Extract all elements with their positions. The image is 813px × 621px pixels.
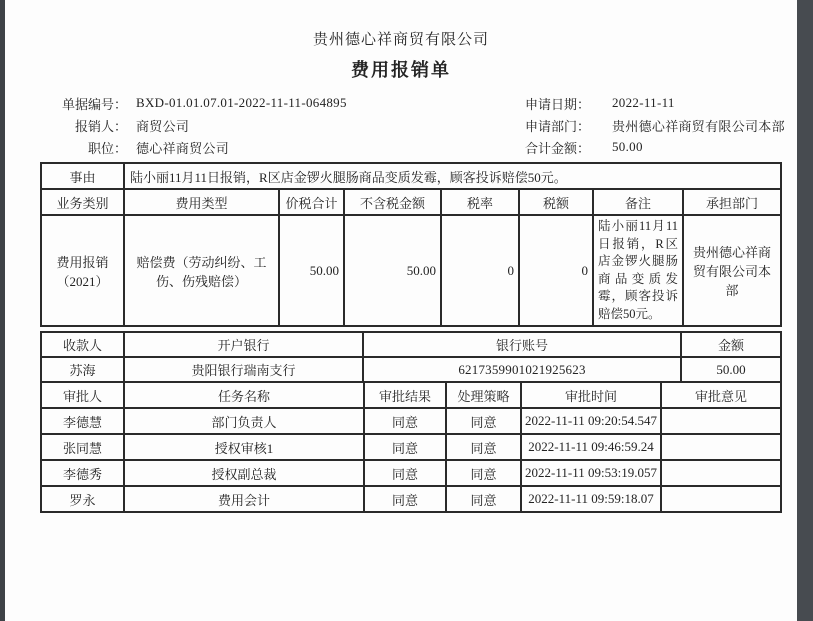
expense-table: [40, 162, 782, 327]
approval-result-cell: 同意: [364, 434, 446, 460]
apply-dept-value: 贵州德心祥商贸有限公司本部: [612, 118, 785, 134]
column-header-tax-incl-total: 价税合计: [279, 189, 344, 215]
claimant-value: 商贸公司: [136, 118, 190, 134]
approval-row: [41, 486, 781, 512]
task-name-cell: 费用会计: [124, 486, 364, 512]
form-header-fields: [5, 92, 797, 158]
field-claimant: [35, 114, 475, 136]
bank-account-cell: 6217359901021925623: [363, 357, 681, 382]
field-doc-number: [35, 92, 475, 114]
handling-strategy-cell: 同意: [446, 408, 521, 434]
approval-row: [41, 434, 781, 460]
reason-row: [41, 163, 781, 189]
column-header-bank: 开户银行: [124, 332, 363, 357]
field-total-amount: [525, 136, 785, 158]
amount-cell: 50.00: [681, 357, 781, 382]
task-name-cell: 部门负责人: [124, 408, 364, 434]
column-header-amount-excl-tax: 不含税金额: [344, 189, 441, 215]
approval-result-cell: 同意: [364, 486, 446, 512]
approval-time-cell: 2022-11-11 09:46:59.24: [521, 434, 661, 460]
total-amount-label: 合计金额：: [525, 140, 591, 156]
handling-strategy-cell: 同意: [446, 434, 521, 460]
handling-strategy-cell: 同意: [446, 486, 521, 512]
approval-time-cell: 2022-11-11 09:59:18.07: [521, 486, 661, 512]
approval-opinion-cell: [661, 434, 781, 460]
field-apply-dept: [525, 114, 785, 136]
amount-excl-tax-cell: 50.00: [344, 215, 441, 326]
approver-cell: 李德慧: [41, 408, 124, 434]
approval-time-cell: 2022-11-11 09:20:54.547: [521, 408, 661, 434]
column-header-approval-result: 审批结果: [364, 382, 446, 408]
total-amount-value: 50.00: [612, 139, 643, 154]
task-name-cell: 授权审核1: [124, 434, 364, 460]
reason-label: 事由: [41, 163, 124, 189]
approval-opinion-cell: [661, 486, 781, 512]
column-header-tax-rate: 税率: [441, 189, 519, 215]
column-header-amount: 金额: [681, 332, 781, 357]
column-header-handling-strategy: 处理策略: [446, 382, 521, 408]
bank-cell: 贵阳银行瑞南支行: [124, 357, 363, 382]
expense-type-cell: 赔偿费（劳动纠纷、工伤、伤残赔偿）: [124, 215, 279, 326]
tax-incl-total-cell: 50.00: [279, 215, 344, 326]
column-header-approval-time: 审批时间: [521, 382, 661, 408]
approval-opinion-cell: [661, 408, 781, 434]
column-header-expense-type: 费用类型: [124, 189, 279, 215]
approval-row: [41, 460, 781, 486]
column-header-business-type: 业务类别: [41, 189, 124, 215]
tax-rate-cell: 0: [441, 215, 519, 326]
remark-cell: 陆小丽11月11日报销，R区店金锣火腿肠商品变质发霉，顾客投诉赔偿50元。: [593, 215, 683, 326]
handling-strategy-cell: 同意: [446, 460, 521, 486]
company-title: 贵州德心祥商贸有限公司: [312, 32, 489, 48]
apply-date-label: 申请日期：: [525, 96, 591, 112]
payment-header-row: [41, 332, 781, 357]
task-name-cell: 授权副总裁: [124, 460, 364, 486]
viewer-right-band: [796, 0, 813, 621]
column-header-bank-account: 银行账号: [363, 332, 681, 357]
approver-cell: 罗永: [41, 486, 124, 512]
approval-result-cell: 同意: [364, 460, 446, 486]
payment-data-row: [41, 357, 781, 382]
approver-cell: 张同慧: [41, 434, 124, 460]
approver-cell: 李德秀: [41, 460, 124, 486]
approval-header-row: [41, 382, 781, 408]
column-header-tax-amount: 税额: [519, 189, 593, 215]
field-apply-date: [525, 92, 785, 114]
reason-value: 陆小丽11月11日报销，R区店金锣火腿肠商品变质发霉，顾客投诉赔偿50元。: [124, 163, 781, 189]
payee-cell: 苏海: [41, 357, 124, 382]
reimbursement-form-page: [5, 0, 797, 621]
expense-data-row: [41, 215, 781, 326]
header-left-column: [35, 92, 475, 158]
header-right-column: [525, 92, 785, 158]
business-type-cell: 费用报销（2021）: [41, 215, 124, 326]
position-label: 职位：: [87, 140, 127, 156]
form-title: 费用报销单: [351, 60, 451, 80]
doc-number-label: 单据编号：: [61, 96, 127, 112]
approval-row: [41, 408, 781, 434]
column-header-task-name: 任务名称: [124, 382, 364, 408]
position-value: 德心祥商贸公司: [136, 140, 230, 156]
bearing-dept-cell: 贵州德心祥商贸有限公司本部: [683, 215, 781, 326]
approval-result-cell: 同意: [364, 408, 446, 434]
column-header-payee: 收款人: [41, 332, 124, 357]
doc-number-value: BXD-01.01.07.01-2022-11-11-064895: [136, 95, 347, 110]
approval-time-cell: 2022-11-11 09:53:19.057: [521, 460, 661, 486]
column-header-approval-opinion: 审批意见: [661, 382, 781, 408]
field-position: [35, 136, 475, 158]
expense-header-row: [41, 189, 781, 215]
apply-date-value: 2022-11-11: [612, 95, 675, 110]
approval-opinion-cell: [661, 460, 781, 486]
column-header-bearing-dept: 承担部门: [683, 189, 781, 215]
column-header-approver: 审批人: [41, 382, 124, 408]
column-header-remark: 备注: [593, 189, 683, 215]
payment-table: [40, 331, 782, 383]
claimant-label: 报销人：: [74, 118, 127, 134]
approval-table: [40, 381, 782, 513]
apply-dept-label: 申请部门：: [525, 118, 591, 134]
tax-amount-cell: 0: [519, 215, 593, 326]
